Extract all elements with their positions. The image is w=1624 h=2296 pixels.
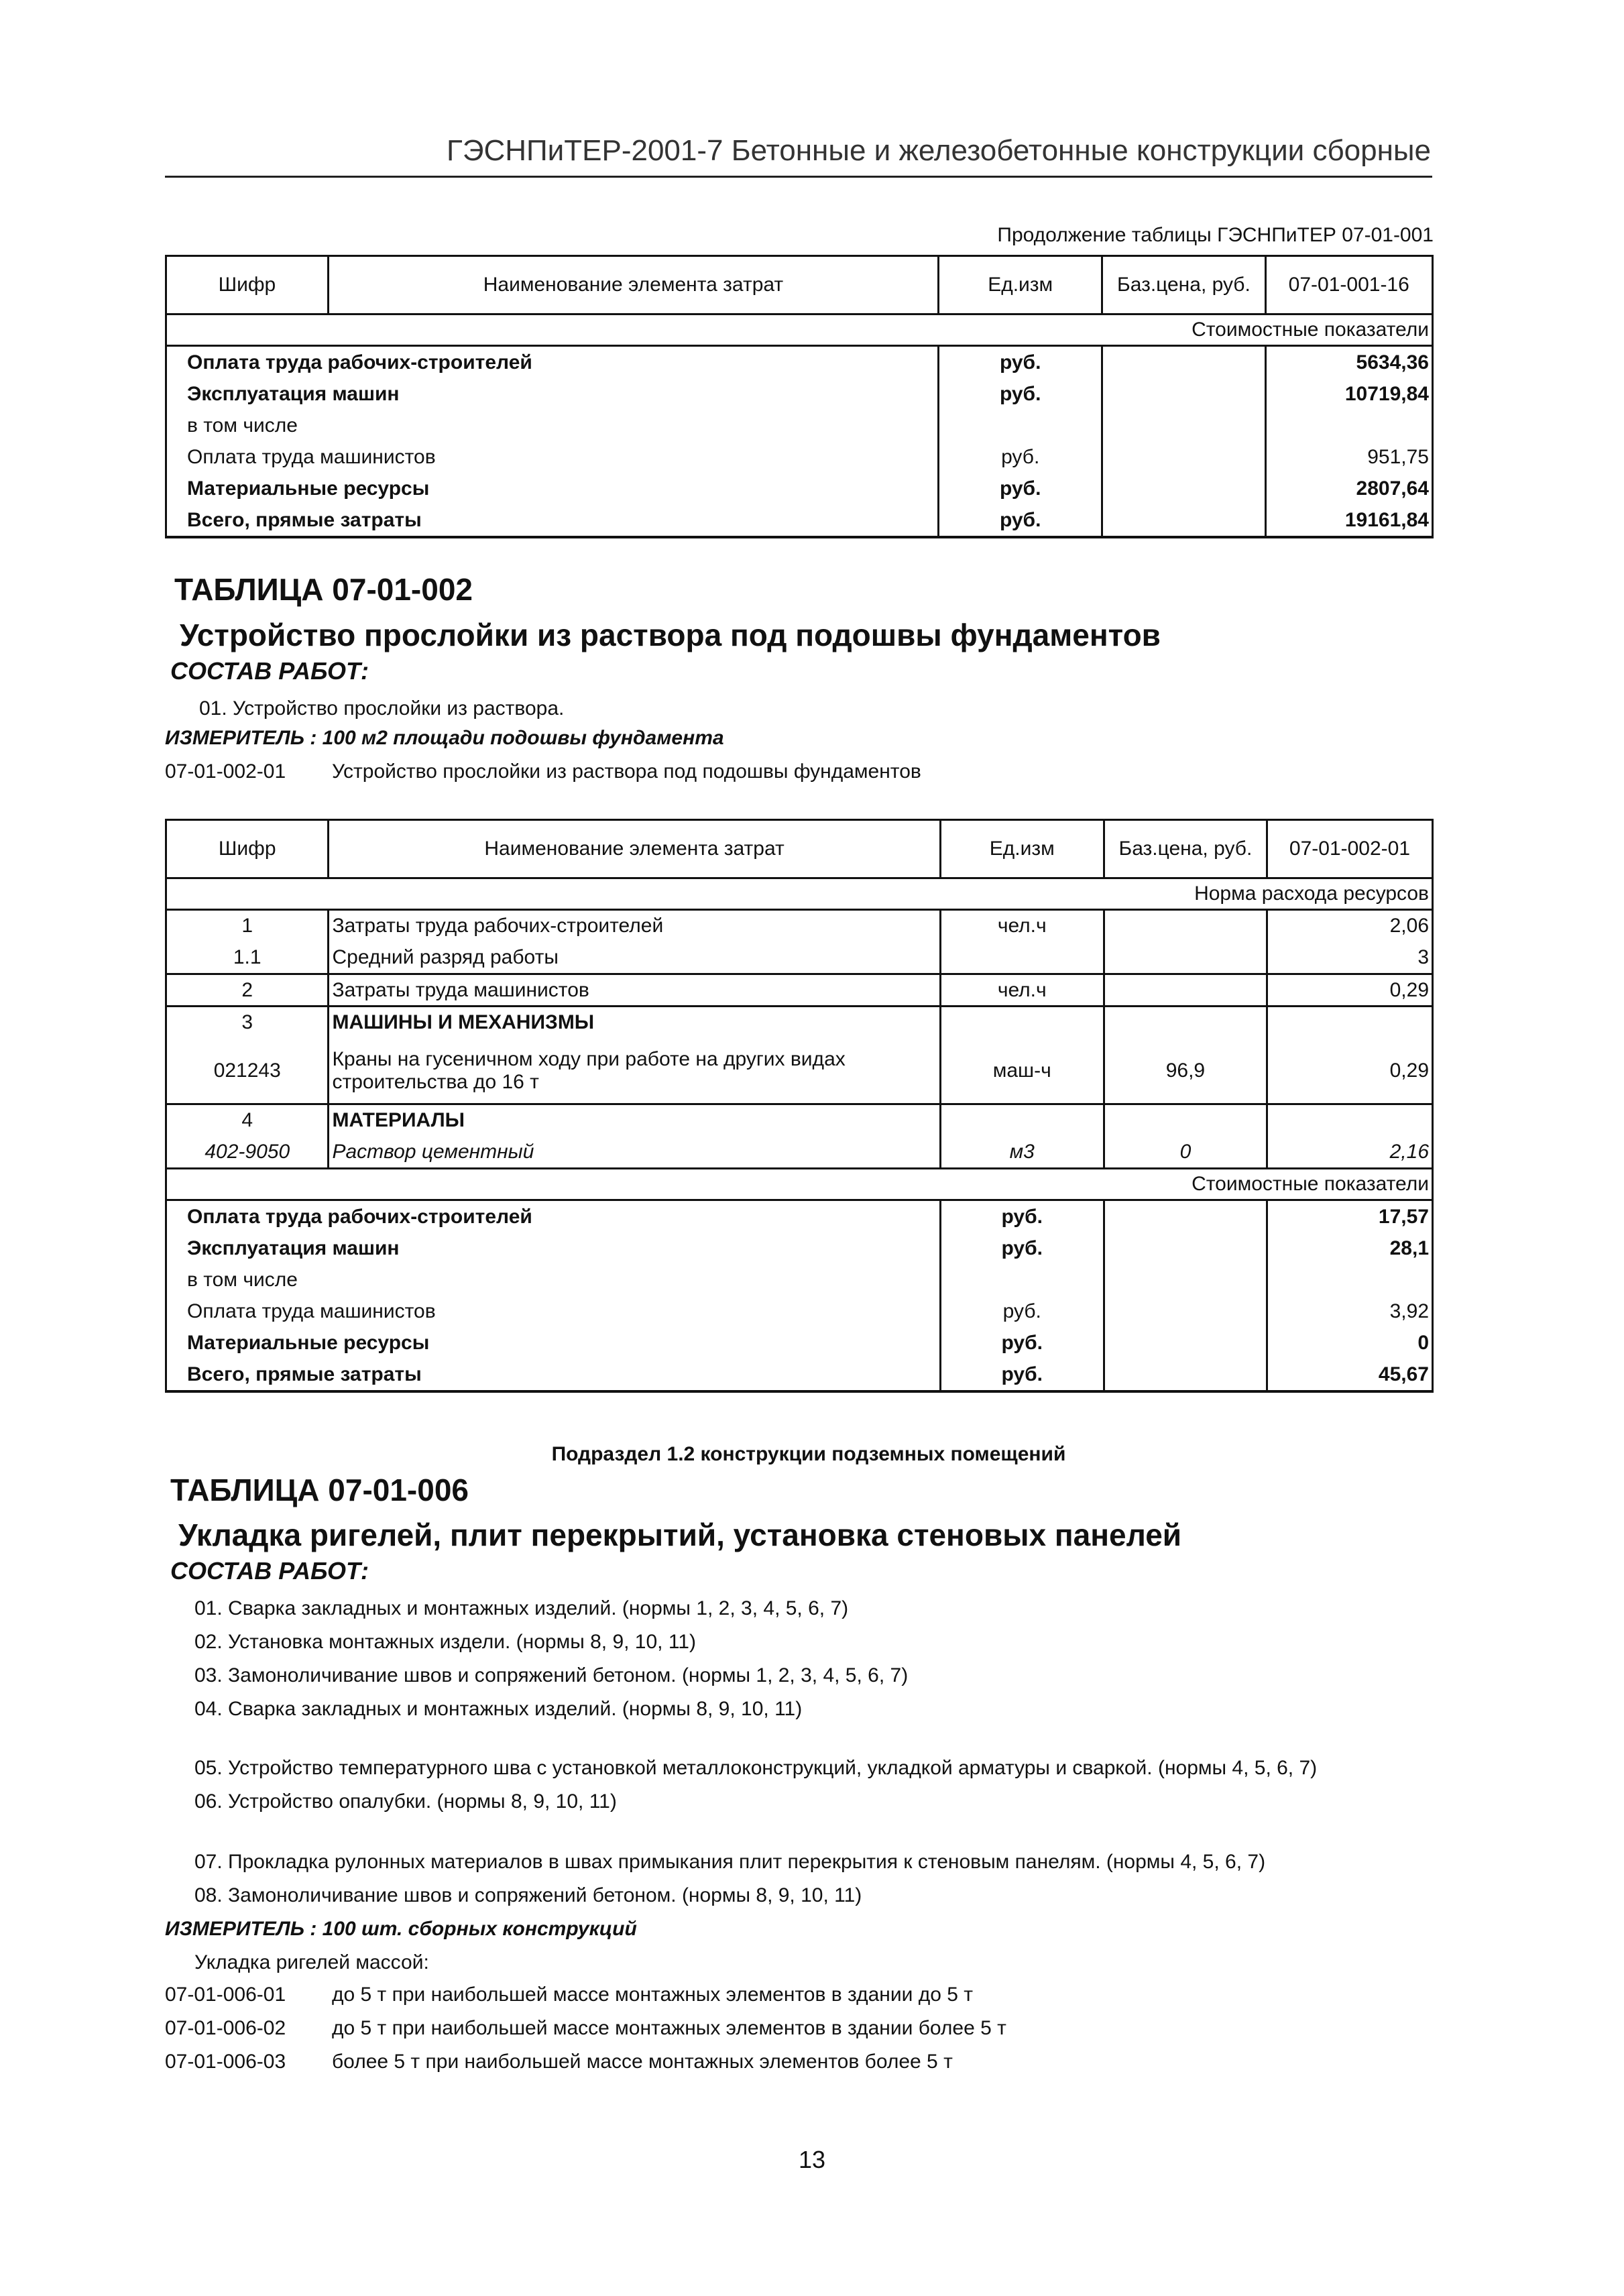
norm-code: 07-01-006-03 [165, 2051, 286, 2073]
table-continuation-label: Продолжение таблицы ГЭСНПиТЕР 07-01-001 [997, 224, 1434, 246]
cost-row [166, 346, 1433, 379]
cost-row [166, 473, 1433, 504]
cost-row [166, 1264, 1433, 1296]
cost-price [1102, 378, 1265, 410]
resource-row [166, 942, 1433, 974]
work-item: 01. Устройство прослойки из раствора. [199, 697, 565, 720]
page-number: 13 [798, 2146, 826, 2173]
section-label: Стоимостные показатели [166, 314, 1433, 346]
resource-row [166, 910, 1433, 942]
cost-price [1102, 441, 1265, 473]
resource-price [1104, 974, 1267, 1007]
cost-name: Оплата труда машинистов [166, 1296, 941, 1327]
resource-price [1104, 1007, 1267, 1039]
cost-name: Оплата труда рабочих-строителей [166, 346, 939, 379]
section-row [166, 1169, 1433, 1200]
resource-code: 402-9050 [166, 1137, 329, 1169]
cost-price [1104, 1232, 1267, 1264]
resource-unit: м3 [940, 1137, 1104, 1169]
cost-table-07-01-001 [165, 255, 1434, 538]
cost-value: 3,92 [1267, 1296, 1432, 1327]
resource-price: 96,9 [1104, 1039, 1267, 1104]
cost-name: Эксплуатация машин [166, 1232, 941, 1264]
cost-row [166, 1232, 1433, 1264]
resource-name: Средний разряд работы [329, 942, 940, 974]
resource-row [166, 1104, 1433, 1137]
cost-unit [940, 1264, 1104, 1296]
works-label: СОСТАВ РАБОТ: [170, 1557, 369, 1585]
cost-value: 19161,84 [1265, 504, 1433, 537]
column-header: Наименование элемента затрат [329, 820, 940, 878]
norm-description: до 5 т при наибольшей массе монтажных элементов в здании до 5 т [332, 1984, 974, 2006]
cost-value: 0 [1267, 1327, 1432, 1359]
cost-price [1104, 1264, 1267, 1296]
cost-unit: руб. [940, 1296, 1104, 1327]
resource-price [1104, 910, 1267, 942]
header-rule [165, 176, 1432, 178]
table-header-row [166, 820, 1433, 878]
cost-unit: руб. [939, 441, 1102, 473]
table-title: ТАБЛИЦА 07-01-002 [174, 572, 473, 607]
resource-value [1267, 1007, 1432, 1039]
column-header: Ед.изм [940, 820, 1104, 878]
resource-value: 3 [1267, 942, 1432, 974]
work-item: 01. Сварка закладных и монтажных изделий. (нормы 1, 2, 3, 4, 5, 6, 7) [194, 1597, 849, 1619]
resource-unit [940, 1104, 1104, 1137]
resource-value: 0,29 [1267, 974, 1432, 1007]
resource-unit: чел.ч [940, 974, 1104, 1007]
cost-unit: руб. [939, 378, 1102, 410]
resource-value: 2,06 [1267, 910, 1432, 942]
column-header-code: 07-01-002-01 [1267, 820, 1432, 878]
measure-label: ИЗМЕРИТЕЛЬ : 100 шт. сборных конструкций [165, 1918, 637, 1940]
resource-unit: чел.ч [940, 910, 1104, 942]
cost-row [166, 1296, 1433, 1327]
resource-unit [940, 1007, 1104, 1039]
resource-name: Краны на гусеничном ходу при работе на других видах строительства до 16 т [329, 1039, 940, 1104]
column-header: Баз.цена, руб. [1104, 820, 1267, 878]
cost-name: Всего, прямые затраты [166, 504, 939, 537]
measure-label: ИЗМЕРИТЕЛЬ : 100 м2 площади подошвы фундамента [165, 727, 724, 749]
work-item: 05. Устройство температурного шва с установкой металлоконструкций, укладкой арматуры и сваркой. (нормы 4, 5, 6, 7) [194, 1757, 1318, 1779]
work-item: 02. Установка монтажных издели. (нормы 8, 9, 10, 11) [194, 1631, 696, 1653]
column-header: Ед.изм [939, 256, 1102, 314]
cost-name: Материальные ресурсы [166, 473, 939, 504]
resource-price: 0 [1104, 1137, 1267, 1169]
cost-value [1267, 1264, 1432, 1296]
cost-price [1102, 346, 1265, 379]
norm-code: 07-01-006-02 [165, 2017, 286, 2039]
group-label: Укладка ригелей массой: [194, 1951, 429, 1973]
cost-row [166, 410, 1433, 441]
resource-code: 2 [166, 974, 329, 1007]
column-header: Шифр [166, 820, 329, 878]
column-header: Баз.цена, руб. [1102, 256, 1265, 314]
section-label: Стоимостные показатели [166, 1169, 1433, 1200]
cost-price [1104, 1200, 1267, 1233]
resource-row [166, 1039, 1433, 1104]
column-header-code: 07-01-001-16 [1265, 256, 1433, 314]
subsection-label: Подраздел 1.2 конструкции подземных помещений [551, 1443, 1066, 1465]
cost-value: 17,57 [1267, 1200, 1432, 1233]
resource-code: 1 [166, 910, 329, 942]
cost-unit: руб. [940, 1359, 1104, 1391]
resource-code: 1.1 [166, 942, 329, 974]
cost-value: 5634,36 [1265, 346, 1433, 379]
resource-name: МАШИНЫ И МЕХАНИЗМЫ [329, 1007, 940, 1039]
cost-price [1104, 1359, 1267, 1391]
cost-price [1104, 1296, 1267, 1327]
resource-value: 0,29 [1267, 1039, 1432, 1104]
cost-value: 45,67 [1267, 1359, 1432, 1391]
column-header: Шифр [166, 256, 329, 314]
cost-price [1102, 504, 1265, 537]
cost-value: 28,1 [1267, 1232, 1432, 1264]
norm-description: более 5 т при наибольшей массе монтажных элементов более 5 т [332, 2051, 953, 2073]
cost-unit: руб. [940, 1200, 1104, 1233]
cost-price [1102, 410, 1265, 441]
resource-code: 021243 [166, 1039, 329, 1104]
cost-value: 10719,84 [1265, 378, 1433, 410]
resource-price [1104, 942, 1267, 974]
cost-name: в том числе [166, 410, 939, 441]
resource-name: Раствор цементный [329, 1137, 940, 1169]
resource-value: 2,16 [1267, 1137, 1432, 1169]
resource-code: 4 [166, 1104, 329, 1137]
work-item: 04. Сварка закладных и монтажных изделий. (нормы 8, 9, 10, 11) [194, 1698, 803, 1720]
cost-unit: руб. [939, 346, 1102, 379]
cost-row [166, 378, 1433, 410]
section-label: Норма расхода ресурсов [166, 878, 1433, 910]
cost-value [1265, 410, 1433, 441]
column-header: Наименование элемента затрат [328, 256, 938, 314]
resource-price [1104, 1104, 1267, 1137]
cost-unit: руб. [939, 504, 1102, 537]
cost-unit [939, 410, 1102, 441]
norm-description: Устройство прослойки из раствора под подошвы фундаментов [332, 760, 921, 783]
work-item: 07. Прокладка рулонных материалов в швах примыкания плит перекрытия к стеновым панелям. (нормы 4, 5, 6, 7) [194, 1851, 1266, 1873]
work-item: 06. Устройство опалубки. (нормы 8, 9, 10, 11) [194, 1790, 617, 1813]
running-header: ГЭСНПиТЕР-2001-7 Бетонные и железобетонные конструкции сборные [447, 134, 1431, 167]
table-subtitle: Устройство прослойки из раствора под подошвы фундаментов [180, 618, 1161, 652]
cost-name: Эксплуатация машин [166, 378, 939, 410]
norm-description: до 5 т при наибольшей массе монтажных элементов в здании более 5 т [332, 2017, 1006, 2039]
table-subtitle: Укладка ригелей, плит перекрытий, установка стеновых панелей [178, 1517, 1182, 1552]
resource-value [1267, 1104, 1432, 1137]
resource-name: МАТЕРИАЛЫ [329, 1104, 940, 1137]
resource-name: Затраты труда машинистов [329, 974, 940, 1007]
resource-name: Затраты труда рабочих-строителей [329, 910, 940, 942]
cost-name: Оплата труда машинистов [166, 441, 939, 473]
section-row [166, 314, 1433, 346]
work-item: 08. Замоноличивание швов и сопряжений бетоном. (нормы 8, 9, 10, 11) [194, 1884, 862, 1906]
cost-name: в том числе [166, 1264, 941, 1296]
cost-price [1102, 473, 1265, 504]
cost-value: 951,75 [1265, 441, 1433, 473]
cost-row [166, 1200, 1433, 1233]
cost-value: 2807,64 [1265, 473, 1433, 504]
cost-name: Материальные ресурсы [166, 1327, 941, 1359]
norm-code: 07-01-006-01 [165, 1984, 286, 2006]
norm-code: 07-01-002-01 [165, 760, 286, 783]
works-label: СОСТАВ РАБОТ: [170, 657, 369, 685]
resource-code: 3 [166, 1007, 329, 1039]
cost-row [166, 1327, 1433, 1359]
table-header-row [166, 256, 1433, 314]
cost-name: Оплата труда рабочих-строителей [166, 1200, 941, 1233]
cost-price [1104, 1327, 1267, 1359]
cost-row [166, 504, 1433, 537]
resource-row [166, 1007, 1433, 1039]
resource-unit [940, 942, 1104, 974]
work-item: 03. Замоноличивание швов и сопряжений бетоном. (нормы 1, 2, 3, 4, 5, 6, 7) [194, 1664, 909, 1686]
section-row [166, 878, 1433, 910]
resource-unit: маш-ч [940, 1039, 1104, 1104]
cost-row [166, 441, 1433, 473]
resource-row [166, 974, 1433, 1007]
cost-name: Всего, прямые затраты [166, 1359, 941, 1391]
cost-unit: руб. [940, 1327, 1104, 1359]
resource-row [166, 1137, 1433, 1169]
cost-row [166, 1359, 1433, 1391]
cost-unit: руб. [940, 1232, 1104, 1264]
cost-unit: руб. [939, 473, 1102, 504]
table-title: ТАБЛИЦА 07-01-006 [170, 1473, 469, 1507]
resource-table-07-01-002 [165, 819, 1434, 1393]
